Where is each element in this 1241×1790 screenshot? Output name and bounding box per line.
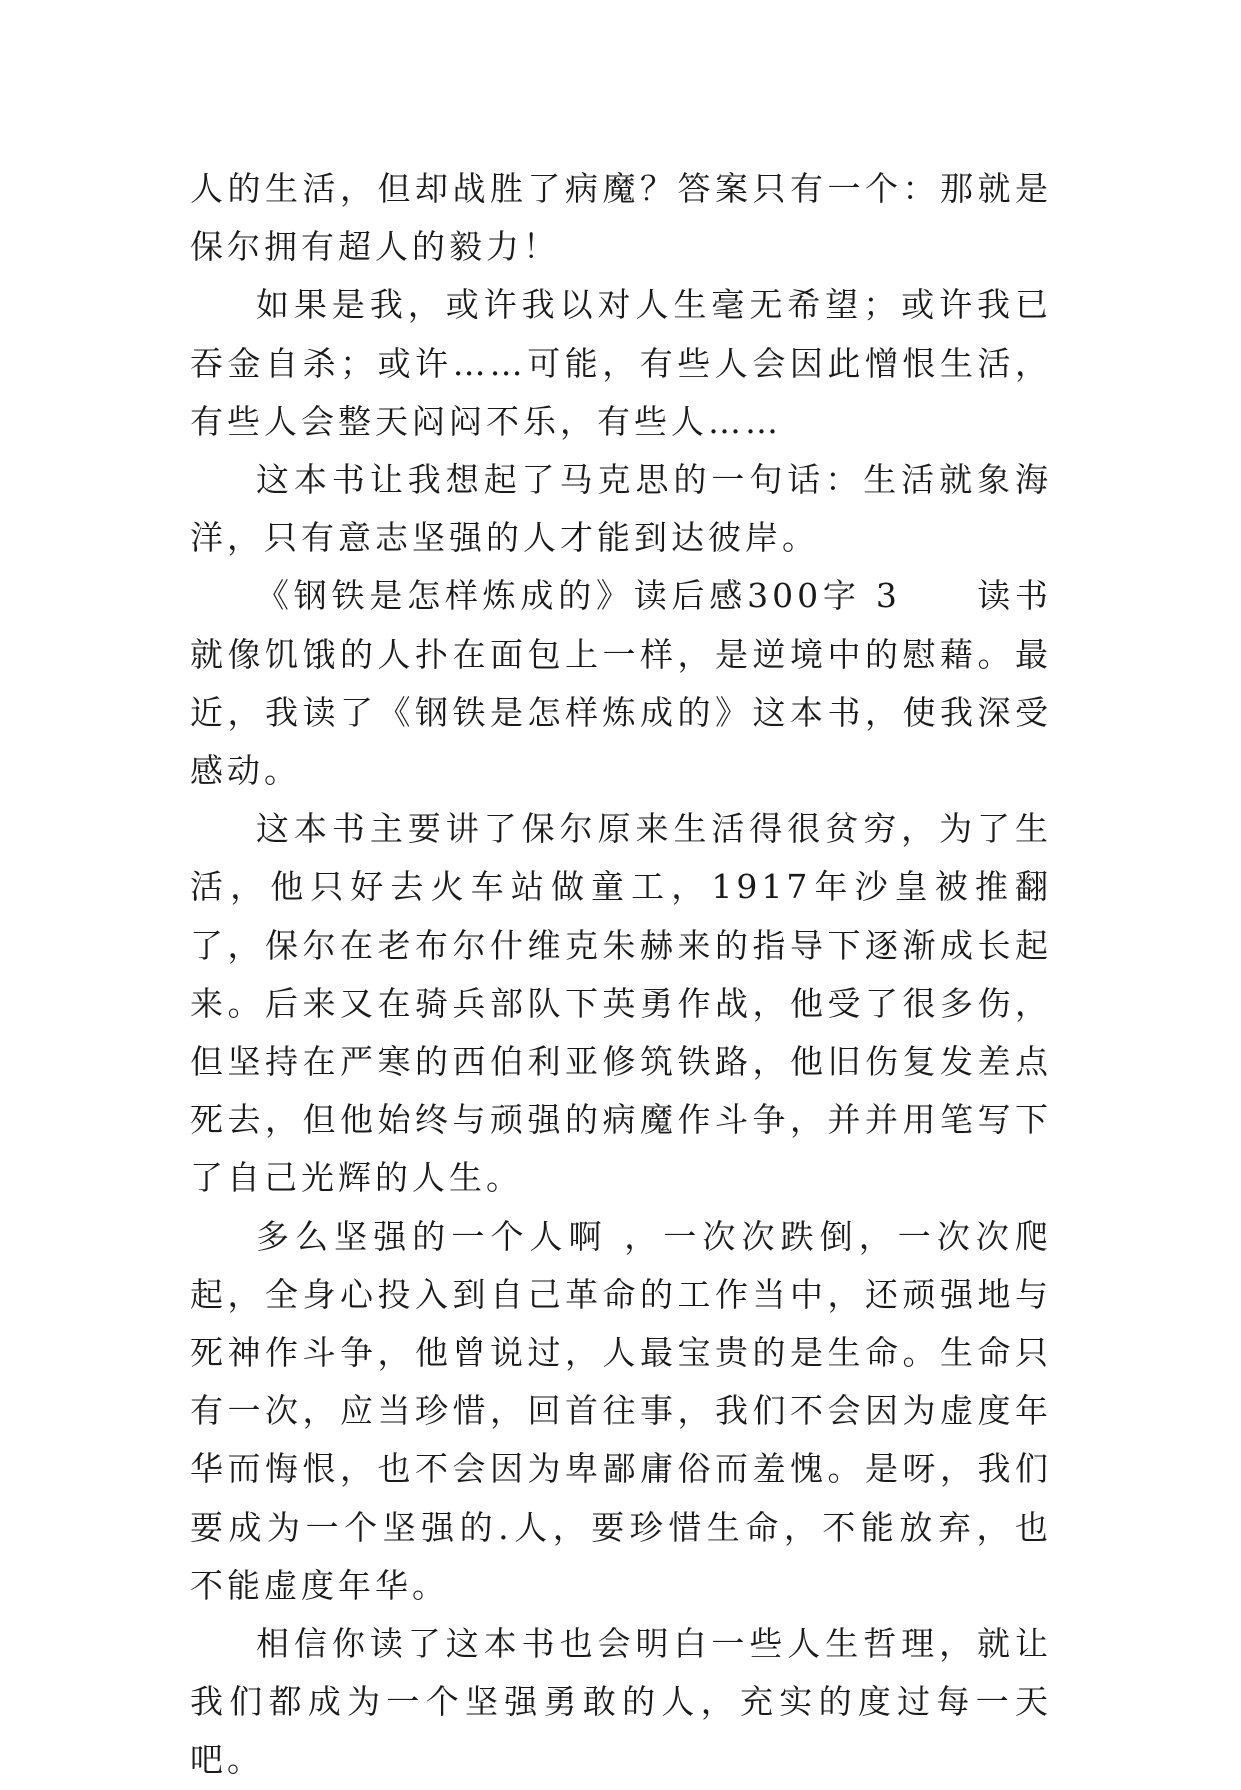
paragraph-6: 多么坚强的一个人啊 ，一次次跌倒，一次次爬起，全身心投入到自己革命的工作当中，还顽强地与死神作斗争，他曾说过，人最宝贵的是生命。生命只有一次，应当珍惜，回首往事，我们不会因为虚度年华而悔恨，也不会因为卑鄙庸俗而羞愧。是呀，我们要成为一个坚强的.人，要珍惜生命，不能放弃，也不能虚度年华。 <box>190 1216 1052 1605</box>
paragraph-2: 如果是我，或许我以对人生毫无希望；或许我已吞金自杀；或许……可能，有些人会因此憎恨生活，有些人会整天闷闷不乐，有些人…… <box>190 285 1052 441</box>
paragraph-5: 这本书主要讲了保尔原来生活得很贫穷，为了生活，他只好去火车站做童工，1917年沙皇被推翻了，保尔在老布尔什维克朱赫来的指导下逐渐成长起来。后来又在骑兵部队下英勇作战，他受了很多伤，但坚持在严寒的西伯利亚修筑铁路，他旧伤复发差点死去，但他始终与顽强的病魔作斗争，并并用笔写下了自己光辉的人生。 <box>190 809 1052 1198</box>
paragraph-3: 这本书让我想起了马克思的一句话：生活就象海洋，只有意志坚强的人才能到达彼岸。 <box>190 460 1052 558</box>
paragraph-7: 相信你读了这本书也会明白一些人生哲理，就让我们都成为一个坚强勇敢的人，充实的度过每一天吧。 <box>190 1624 1052 1780</box>
paragraph-1: 人的生活，但却战胜了病魔？答案只有一个：那就是保尔拥有超人的毅力！ <box>190 169 1052 267</box>
paragraph-4: 《钢铁是怎样炼成的》读后感300字 3 读书就像饥饿的人扑在面包上一样，是逆境中的慰藉。最近，我读了《钢铁是怎样炼成的》这本书，使我深受感动。 <box>190 576 1052 791</box>
document-body <box>190 160 1052 1790</box>
